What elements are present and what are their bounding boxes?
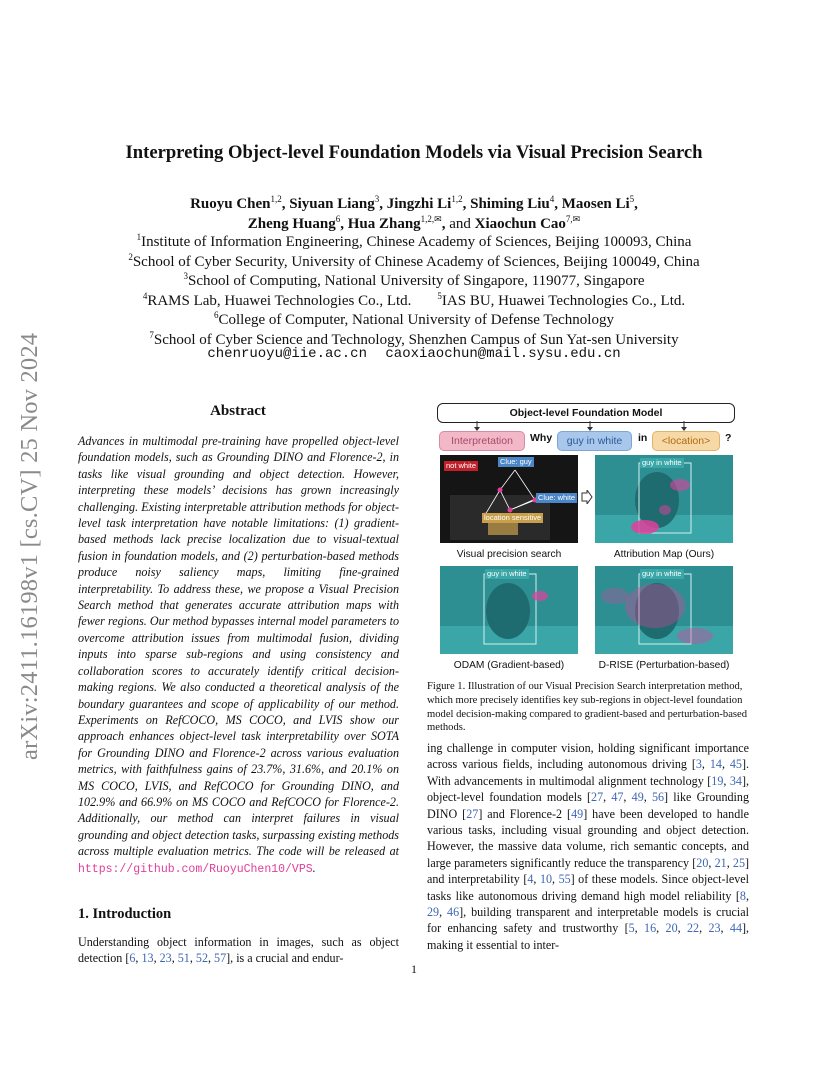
citation-link[interactable]: 22 — [686, 921, 700, 936]
author-affiliation-mark: 6 — [335, 214, 341, 224]
word-in: in — [638, 432, 648, 444]
odam-image — [440, 566, 578, 654]
citation-link[interactable]: 29 — [427, 905, 440, 920]
intro-paragraph-right: ing challenge in computer vision, holding significant importance across various fields, including autonomous driving [3, 14, 45]. With advancements in multimodal alignment technology [19, 34], object-level foundation models [27, 47, 49, 56] like Grounding DINO [27] and Florence-2 [49] have been developed to handle various tasks, including visual grounding and object detection. However, the massive data volume, rich semantic concepts, and large parameters significantly reduce the transparency [20, 21, 25] and interpretability [4, 10, 55] of these models. Since object-level tasks like autonomous driving demand high model reliability [8, 29, 46], building transparent and interpretable models is crucial for enhancing safety and trustworthy [5, 16, 20, 22, 23, 44], making it essential to inter- — [427, 741, 750, 952]
abstract-body — [78, 433, 399, 878]
intro-paragraph-left: Understanding object information in images, such as object detection [6, 13, 23, 51, 52, 57], is a crucial and endur- — [78, 935, 399, 966]
citation-link[interactable]: 8 — [739, 888, 746, 903]
author-affiliation-mark: 3 — [374, 194, 380, 204]
panel-odam — [440, 566, 578, 654]
attribution-image — [595, 455, 733, 543]
author-emails: chenruoyu@iie.ac.cn caoxiaochun@mail.sysu.edu.cn — [207, 346, 621, 362]
citation-link[interactable]: 5 — [628, 921, 635, 936]
section-heading-introduction: 1. Introduction — [78, 906, 172, 922]
author-name: Siyuan Liang — [289, 196, 375, 212]
figure-caption: Figure 1. Illustration of our Visual Precision Search interpretation method, which more precisely identifies key sub-regions in object-level foundation model decision-making compared to gradient-based and perturbation-based methods. — [427, 681, 748, 734]
author-name: Jingzhi Li — [386, 196, 452, 212]
pill-location: <location> — [652, 431, 720, 451]
citation-link[interactable]: 19 — [711, 773, 724, 788]
tag-not-white: not white — [446, 461, 477, 470]
box-label-odam: guy in white — [487, 569, 527, 578]
citation-link[interactable]: 16 — [644, 921, 657, 936]
abstract-text: Advances in multimodal pre-training have propelled object-level foundation models, such as Grounding DINO and Florence-2, in tasks like visual grounding and object detection. However, interpreting these models’ decisions has grown increasingly challenging. Existing interpretable attribution methods for object-level task interpretation have notable limitations: (1) gradient-based methods lack precise localization due to visual-textual fusion in foundation models, and (2) perturbation-based methods produce noisy saliency maps, limiting fine-grained interpretability. To address these, we propose a Visual Precision Search method that generates accurate attribution maps with fewer regions. Our method bypasses internal model parameters to overcome attribution issues from multimodal fusion, dividing inputs into sparse sub-regions and using consistency and collaboration scores to accurately identify critical decision-making regions. We also conducted a theoretical analysis of the boundary guarantees and scope of applicability of our method. Experiments on RefCOCO, MS COCO, and LVIS show our approach enhances object-level task interpretability over SOTA for Grounding DINO and Florence-2 across various evaluation metrics, with faithfulness gains of 23.7%, 31.6%, and 20.1% on MS COCO, LVIS, and RefCOCO for Grounding DINO, and 102.9% and 66.9% on MS COCO and RefCOCO for Florence-2. Additionally, our method can interpret failures in visual grounding and object detection tasks, surpassing existing methods across multiple evaluation metrics. The code will be released at — [78, 434, 399, 859]
paper-title: Interpreting Object-level Foundation Models via Visual Precision Search — [125, 142, 703, 163]
author-affiliation-mark: 5 — [629, 194, 635, 204]
box-label-ours: guy in white — [642, 458, 682, 467]
author-affiliation-mark: 4 — [549, 194, 555, 204]
tag-clue-white: Clue: white — [538, 493, 576, 502]
label-attribution-map: Attribution Map (Ours) — [613, 549, 715, 560]
abstract-end: . — [312, 860, 316, 875]
author-affiliation-mark: 1,2 — [451, 194, 463, 204]
authors-line-1: Ruoyu Chen$^{1,2}$, Siyuan Liang$^3$, Jingzhi Li$^{1,2}$, Shiming Liu$^4$, Maosen Li$^5$, — [190, 194, 638, 212]
citation-link[interactable]: 27 — [466, 806, 479, 821]
affiliation-line: $^7$School of Cyber Science and Technology, Shenzhen Campus of Sun Yat-sen University — [149, 329, 679, 348]
affiliations — [0, 233, 828, 350]
panel-drise — [595, 566, 733, 654]
page-number: 1 — [411, 962, 417, 976]
model-box: Object-level Foundation Model — [437, 403, 735, 423]
label-odam: ODAM (Gradient-based) — [453, 660, 565, 671]
citation-link[interactable]: 44 — [729, 921, 743, 936]
affiliation-line: $^6$College of Computer, National University of Defense Technology — [214, 310, 614, 328]
citation-link[interactable]: 51 — [177, 951, 190, 966]
author-name: Zheng Huang — [247, 216, 336, 232]
pill-interpretation: Interpretation — [439, 431, 525, 451]
citation-link[interactable]: 57 — [214, 951, 227, 966]
affiliation-line: $^4$RAMS Lab, Huawei Technologies Co., Ltd. $^5$IAS BU, Huawei Technologies Co., Ltd. — [142, 290, 686, 309]
citation-link[interactable]: 49 — [571, 806, 584, 821]
author-name: Hua Zhang — [347, 216, 421, 232]
panel-visual-precision-search — [440, 455, 578, 543]
citation-link[interactable]: 23 — [708, 921, 721, 936]
affiliation-line: $^1$Institute of Information Engineering, Chinese Academy of Sciences, Beijing 100093, China — [136, 232, 692, 250]
box-label-drise: guy in white — [642, 569, 682, 578]
author-name: Xiaochun Cao — [474, 216, 566, 232]
citation-link[interactable]: 3 — [695, 757, 702, 772]
tag-location: location sensitive — [484, 513, 542, 522]
citation-link[interactable]: 52 — [195, 951, 208, 966]
affiliation-line: $^3$School of Computing, National University of Singapore, 119077, Singapore — [183, 271, 645, 289]
author-affiliation-mark: 7,✉ — [565, 214, 581, 224]
arxiv-id: arXiv:2411.16198v1 [cs.CV] 25 Nov 2024 — [16, 332, 43, 760]
word-why: Why — [530, 432, 553, 444]
code-link[interactable]: https://github.com/RuoyuChen10/VPS — [78, 862, 313, 876]
citation-link[interactable]: 23 — [159, 951, 172, 966]
author-name: Shiming Liu — [470, 196, 550, 212]
citation-link[interactable]: 27 — [591, 790, 604, 805]
author-name: Ruoyu Chen — [190, 196, 271, 212]
tag-clue-guy: Clue: guy — [500, 457, 532, 466]
arrow-right-icon — [581, 490, 593, 504]
label-drise: D-RISE (Perturbation-based) — [598, 660, 730, 671]
citation-link[interactable]: 47 — [611, 790, 624, 805]
citation-link[interactable]: 20 — [665, 921, 678, 936]
author-list — [0, 194, 828, 234]
affiliation-line: $^2$School of Cyber Security, University of Chinese Academy of Sciences, Beijing 100049, China — [128, 251, 700, 270]
citation-link[interactable]: 55 — [558, 872, 571, 887]
abstract-heading: Abstract — [210, 403, 266, 419]
citation-link[interactable]: 49 — [631, 790, 644, 805]
author-affiliation-mark: 1,2,✉ — [420, 214, 442, 224]
citation-link[interactable]: 25 — [732, 855, 745, 870]
label-visual-precision-search: Visual precision search — [456, 549, 562, 560]
citation-link[interactable]: 14 — [709, 757, 722, 772]
and-word: and — [449, 216, 475, 232]
citation-link[interactable]: 21 — [714, 855, 727, 870]
drise-image — [595, 566, 733, 654]
citation-link[interactable]: 34 — [729, 773, 742, 788]
citation-link[interactable]: 46 — [447, 905, 460, 920]
author-name: Maosen Li — [561, 196, 630, 212]
citation-link[interactable]: 56 — [651, 790, 665, 805]
citation-link[interactable]: 4 — [527, 872, 534, 887]
citation-link[interactable]: 10 — [539, 872, 553, 887]
author-affiliation-mark: 1,2 — [270, 194, 282, 204]
citation-link[interactable]: 45 — [729, 757, 742, 772]
authors-line-2: Zheng Huang$^6$, Hua Zhang$^{1,2,✉}$, and Xiaochun Cao$^{7,✉}$ — [247, 214, 581, 232]
citation-link[interactable]: 20 — [696, 855, 709, 870]
citation-link[interactable]: 13 — [141, 951, 154, 966]
citation-link[interactable]: 6 — [129, 951, 136, 966]
panel-attribution-map — [595, 455, 733, 543]
pill-query: guy in white — [557, 431, 632, 451]
word-question: ? — [725, 432, 732, 444]
